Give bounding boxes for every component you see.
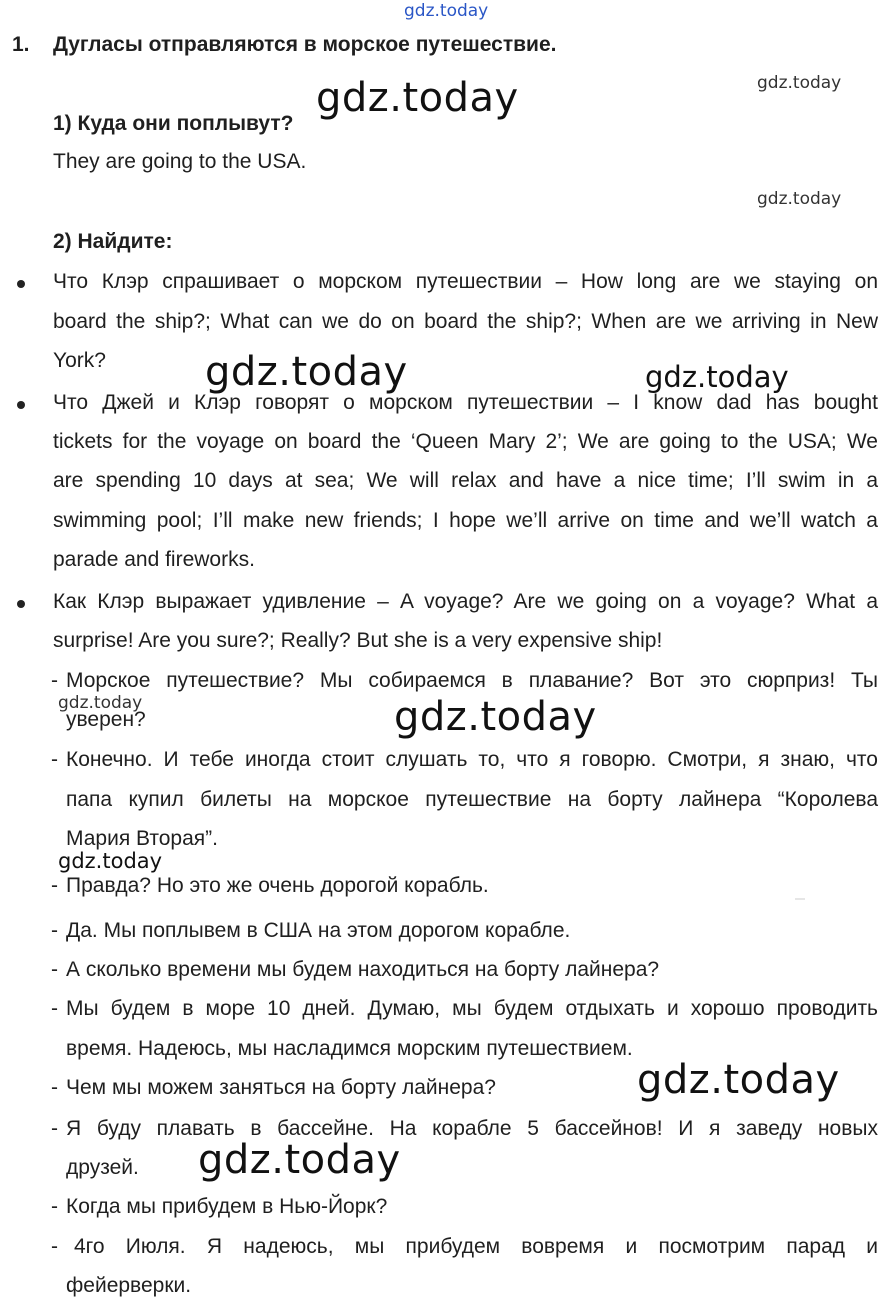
dialogue-dash: - (51, 1117, 58, 1140)
dialogue-dash: - (51, 958, 58, 981)
question-2: 2) Найдите: (53, 230, 173, 253)
bullet-marker (17, 401, 25, 409)
watermark: gdz.today (645, 360, 789, 394)
bullet-1-line: board the ship?; What can we do on board the ship?; When are we arriving in New (53, 310, 878, 333)
dialogue-dash: - (51, 669, 58, 692)
bullet-1-line: York? (53, 349, 106, 372)
dialogue-dash: - (51, 874, 58, 897)
watermark: gdz.today (316, 75, 519, 121)
dialogue-4-line: Да. Мы поплывем в США на этом дорогом корабле. (66, 919, 571, 942)
dialogue-dash: - (51, 1195, 58, 1218)
dialogue-9-line: Когда мы прибудем в Нью-Йорк? (66, 1195, 388, 1218)
answer-1: They are going to the USA. (53, 150, 307, 173)
dialogue-10-line: 4го Июля. Я надеюсь, мы прибудем вовремя и посмотрим парад и (74, 1235, 878, 1258)
bullet-3-line: Как Клэр выражает удивление – A voyage? Are we going on a voyage? What a (53, 590, 878, 613)
dialogue-10-line: фейерверки. (66, 1274, 192, 1297)
watermark: gdz.today (394, 694, 597, 740)
dialogue-2-line: папа купил билеты на морское путешествие на борту лайнера “Королева (66, 788, 878, 811)
watermark: gdz.today (198, 1137, 401, 1183)
dialogue-dash: - (51, 919, 58, 942)
task-title: Дугласы отправляются в морское путешествие. (53, 33, 557, 56)
dialogue-6-line: время. Надеюсь, мы насладимся морским путешествием. (66, 1037, 633, 1060)
dialogue-3-line: Правда? Но это же очень дорогой корабль. (66, 874, 489, 897)
bullet-2-line: Что Джей и Клэр говорят о морском путешествии – I know dad has bought (53, 391, 878, 414)
dialogue-dash: - (51, 1235, 58, 1258)
question-1: 1) Куда они поплывут? (53, 112, 294, 135)
watermark: gdz.today (757, 189, 842, 209)
watermark: gdz.today (58, 693, 143, 713)
dialogue-dash: - (51, 748, 58, 771)
dialogue-5-line: А сколько времени мы будем находиться на борту лайнера? (66, 958, 660, 981)
bullet-2-line: tickets for the voyage on board the ‘Queen Mary 2’; We are going to the USA; We (53, 430, 878, 453)
watermark: gdz.today (637, 1057, 840, 1103)
dialogue-8-line: друзей. (66, 1156, 139, 1179)
bullet-1-line: Что Клэр спрашивает о морском путешествии – How long are we staying on (53, 270, 878, 293)
dialogue-7-line: Чем мы можем заняться на борту лайнера? (66, 1076, 496, 1099)
dialogue-6-line: Мы будем в море 10 дней. Думаю, мы будем отдыхать и хорошо проводить (66, 997, 878, 1020)
bullet-2-line: parade and fireworks. (53, 548, 255, 571)
dialogue-8-line: Я буду плавать в бассейне. На корабле 5 бассейнов! И я заведу новых (66, 1117, 878, 1140)
task-number: 1. (12, 33, 30, 56)
watermark: gdz.today (757, 73, 842, 93)
dialogue-2-line: Конечно. И тебе иногда стоит слушать то, что я говорю. Смотри, я знаю, что (66, 748, 878, 771)
bullet-3-line: surprise! Are you sure?; Really? But she is a very expensive ship! (53, 629, 663, 652)
dialogue-1-line: Морское путешествие? Мы собираемся в плавание? Вот это сюрприз! Ты (66, 669, 878, 692)
bullet-2-line: are spending 10 days at sea; We will relax and have a nice time; I’ll swim in a (53, 469, 878, 492)
dialogue-1-line: уверен? (66, 708, 146, 731)
watermark-top: gdz.today (404, 1, 489, 21)
dialogue-dash: - (51, 997, 58, 1020)
watermark: gdz.today (205, 349, 408, 395)
watermark: gdz.today (58, 849, 163, 873)
bullet-marker (17, 600, 25, 608)
bullet-2-line: swimming pool; I’ll make new friends; I hope we’ll arrive on time and we’ll watch a (53, 509, 878, 532)
scan-mark (795, 898, 805, 900)
bullet-marker (17, 280, 25, 288)
dialogue-2-line: Мария Вторая”. (66, 827, 218, 850)
dialogue-dash: - (51, 1076, 58, 1099)
